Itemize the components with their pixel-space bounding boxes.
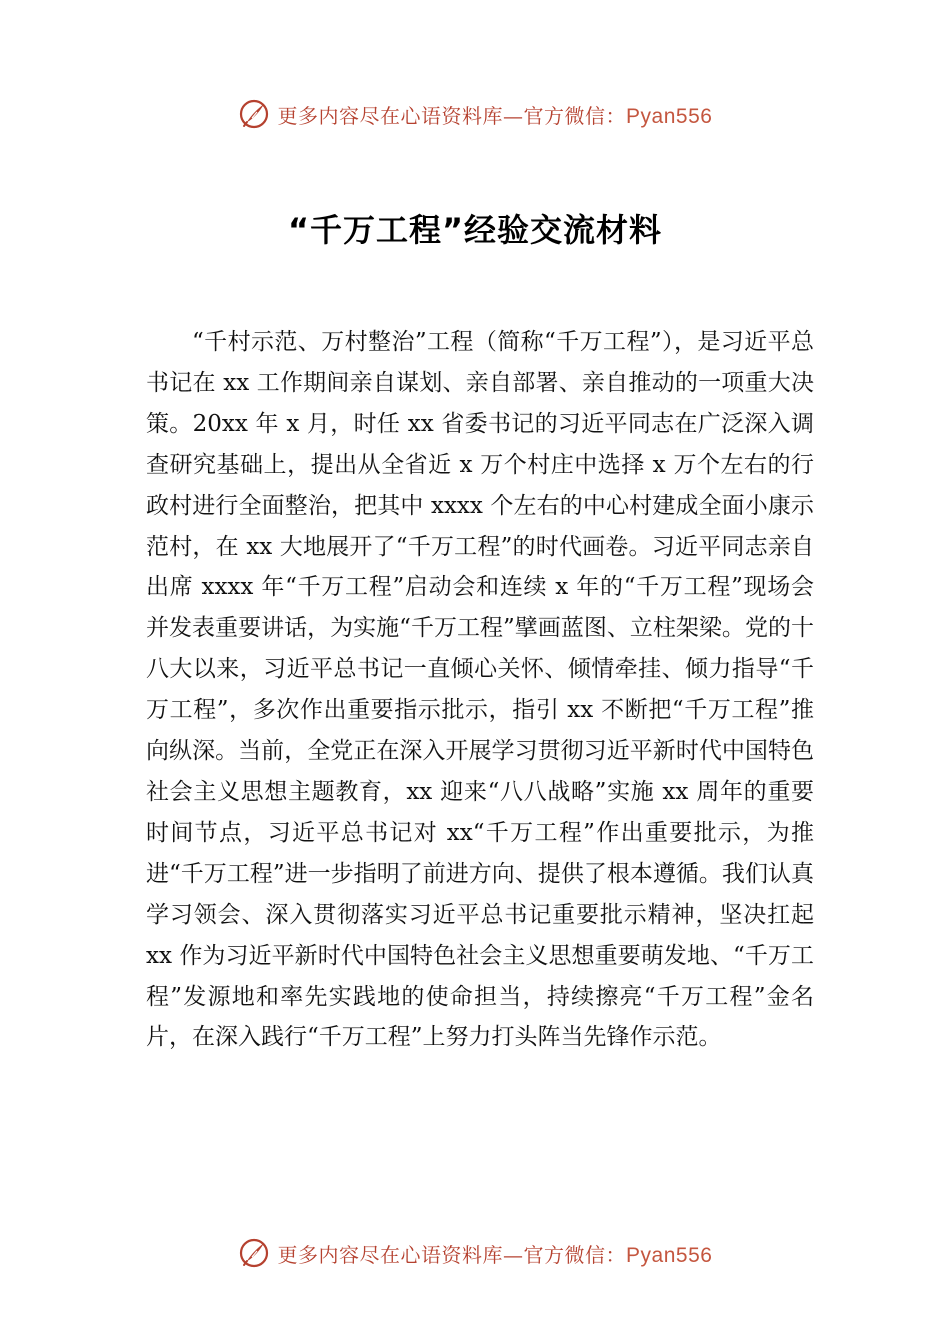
- quill-pen-icon: [238, 1237, 270, 1269]
- wechat-account: Pyan556: [626, 1243, 713, 1267]
- document-title: “千万工程”经验交流材料: [287, 211, 663, 249]
- quill-pen-icon: [238, 98, 270, 130]
- body-paragraph: “千村示范、万村整治”工程（简称“千万工程”），是习近平总书记在 xx 工作期间亲自谋划、亲自部署、亲自推动的一项重大决策。20xx 年 x 月，时任 xx 省委书记的习近平同志在广泛深入调查研究基础上，提出从全省近 x 万个村庄中选择 x 万个左右的行政村进行全面整治，把其中 xxxx 个左右的中心村建成全面小康示范村，在 xx 大地展开了“千万工程”的时代画卷。习近平同志亲自出席 xxxx 年“千万工程”启动会和连续 x 年的“千万工程”现场会并发表重要讲话，为实施“千万工程”擘画蓝图、立柱架梁。党的十八大以来，习近平总书记一直倾心关怀、倾情牵挂、倾力指导“千万工程”，多次作出重要指示批示，指引 xx 不断把“千万工程”推向纵深。当前，全党正在深入开展学习贯彻习近平新时代中国特色社会主义思想主题教育，xx 迎来“八八战略”实施 xx 周年的重要时间节点，习近平总书记对 xx“千万工程”作出重要批示，为推进“千万工程”进一步指明了前进方向、提供了根本遵循。我们认真学习领会、深入贯彻落实习近平总书记重要批示精神，坚决扛起 xx 作为习近平新时代中国特色社会主义思想重要萌发地、“千万工程”发源地和率先实践地的使命担当，持续擦亮“千万工程”金名片，在深入践行“千万工程”上努力打头阵当先锋作示范。: [146, 329, 814, 1051]
- footer-watermark: [0, 1233, 950, 1273]
- wechat-account: Pyan556: [626, 104, 713, 128]
- brand-text: [278, 100, 713, 129]
- brand-slogan: 更多内容尽在心语资料库—官方微信：: [277, 103, 627, 128]
- header-watermark: [0, 94, 950, 134]
- brand-slogan: 更多内容尽在心语资料库—官方微信：: [277, 1242, 627, 1267]
- brand-text: [278, 1239, 713, 1268]
